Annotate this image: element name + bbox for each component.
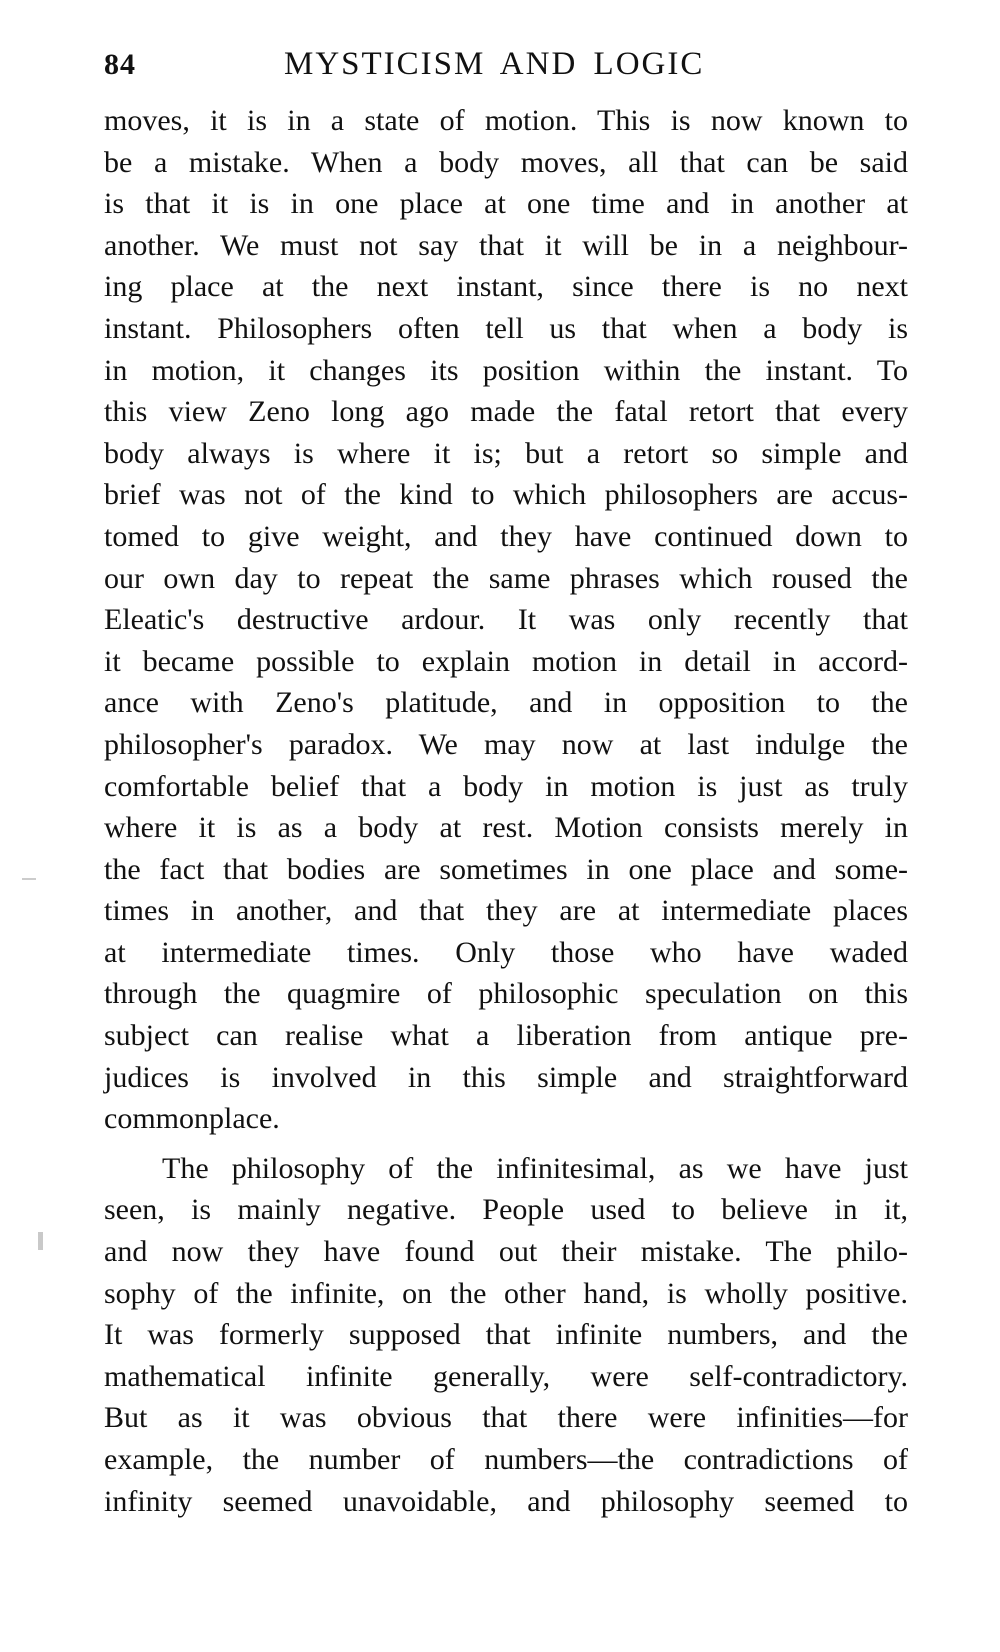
text-line: commonplace.	[104, 1102, 280, 1136]
paragraph-2	[104, 1148, 908, 1522]
text-line: tomed to give weight, and they have continued down to	[104, 519, 908, 553]
text-line: moves, it is in a state of motion. This is now known to	[104, 104, 908, 137]
text-line: instant. Philosophers often tell us that when a body is	[104, 311, 908, 345]
text-line: It was formerly supposed that infinite numbers, and the	[104, 1318, 908, 1352]
text-line: through the quagmire of philosophic speculation on this	[104, 977, 908, 1011]
margin-speck	[22, 878, 36, 880]
text-line: where it is as a body at rest. Motion consists merely in	[104, 811, 908, 845]
text-line: brief was not of the kind to which philosophers are accus-	[104, 478, 908, 512]
text-line: sophy of the infinite, on the other hand, is wholly positive.	[104, 1276, 908, 1310]
text-line: and now they have found out their mistake. The philo-	[104, 1235, 908, 1269]
text-line: is that it is in one place at one time and in another at	[104, 187, 908, 221]
text-line: this view Zeno long ago made the fatal retort that every	[104, 395, 908, 429]
text-line: seen, is mainly negative. People used to believe in it,	[104, 1193, 908, 1227]
text-line: philosopher's paradox. We may now at last indulge the	[104, 727, 908, 761]
text-line: body always is where it is; but a retort so simple and	[104, 436, 908, 470]
text-line: it became possible to explain motion in detail in accord-	[104, 644, 908, 678]
margin-mark	[38, 1232, 43, 1250]
text-line: subject can realise what a liberation from antique pre-	[104, 1019, 908, 1053]
text-line: the fact that bodies are sometimes in one place and some-	[104, 852, 908, 886]
page-number: 84	[104, 48, 136, 81]
text-line: Eleatic's destructive ardour. It was only recently that	[104, 603, 908, 637]
text-line: judices is involved in this simple and straightforward	[104, 1060, 908, 1094]
text-line: infinity seemed unavoidable, and philosophy seemed to	[104, 1484, 908, 1518]
text-line: our own day to repeat the same phrases which roused the	[104, 561, 908, 595]
body-text	[104, 100, 908, 1522]
text-line: ing place at the next instant, since there is no next	[104, 270, 908, 304]
text-line: times in another, and that they are at intermediate places	[104, 894, 908, 928]
text-line: mathematical infinite generally, were self-contradictory.	[104, 1359, 908, 1393]
paragraph-1	[104, 100, 908, 1140]
running-head: MYSTICISM AND LOGIC	[284, 46, 705, 82]
text-line: comfortable belief that a body in motion is just as truly	[104, 769, 908, 803]
text-line: The philosophy of the infinitesimal, as we have just	[162, 1151, 908, 1185]
page-header	[104, 42, 908, 86]
text-line: example, the number of numbers—the contradictions of	[104, 1443, 908, 1476]
text-line: at intermediate times. Only those who have waded	[104, 935, 908, 969]
text-line: But as it was obvious that there were infinities—for	[104, 1401, 908, 1435]
text-line: be a mistake. When a body moves, all that can be said	[104, 145, 908, 179]
text-line: ance with Zeno's platitude, and in opposition to the	[104, 686, 908, 720]
text-line: another. We must not say that it will be in a neighbour-	[104, 228, 908, 262]
text-line: in motion, it changes its position within the instant. To	[104, 353, 908, 387]
